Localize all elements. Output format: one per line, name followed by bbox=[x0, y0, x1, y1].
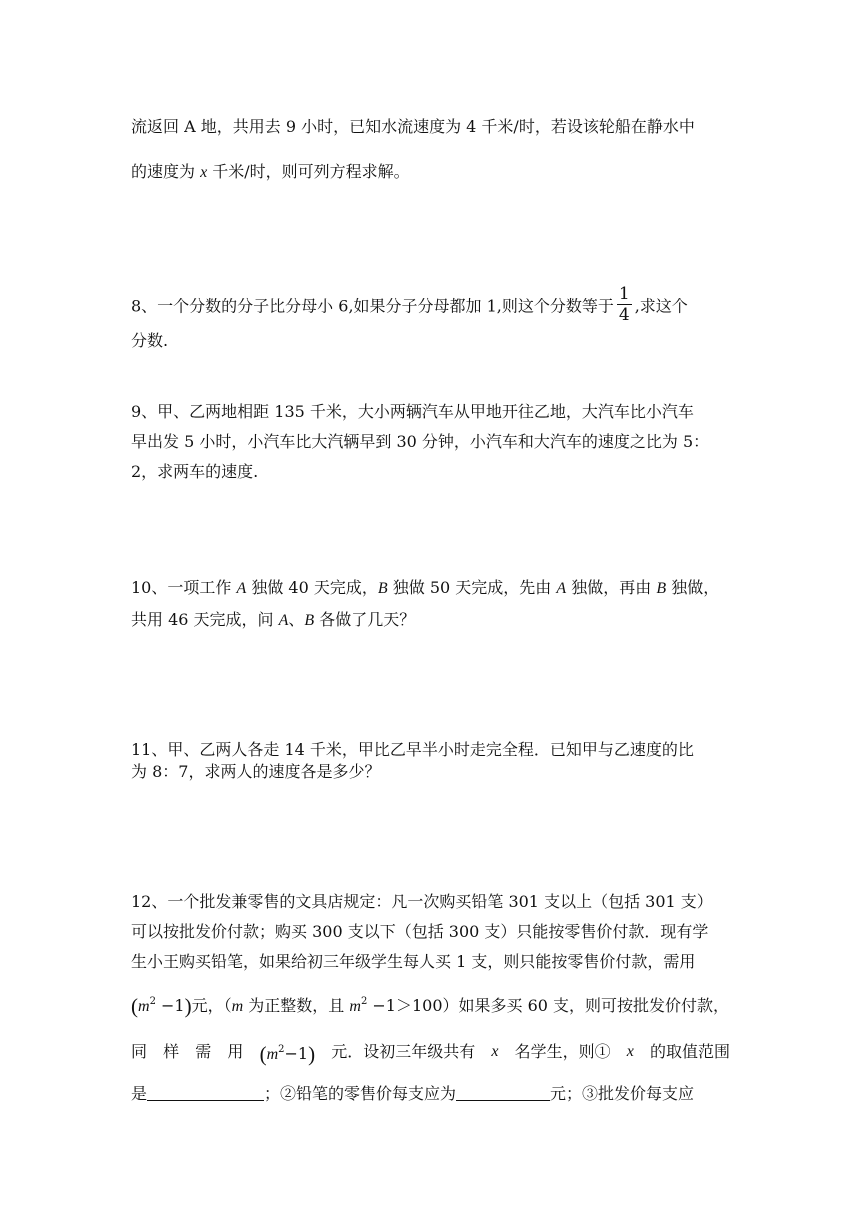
problem-10-text-2a: 共用 46 天完成，问 bbox=[131, 610, 279, 629]
problem-12-text-6b: ；②铅笔的零售价每支应为 bbox=[264, 1084, 457, 1103]
minus-one: −1 bbox=[155, 996, 185, 1015]
problem-9-text-1: 9、甲、乙两地相距 135 千米，大小两辆汽车从甲地开往乙地，大汽车比小汽车 bbox=[131, 402, 694, 421]
problem-12-line-1 bbox=[131, 894, 730, 910]
math-expression-m2-1 bbox=[260, 1044, 316, 1065]
math-expression-m2-1 bbox=[131, 994, 192, 1018]
variable-B: B bbox=[656, 580, 667, 597]
problem-9-text-2: 早出发 5 小时，小汽车比大汽辆早到 30 分钟，小汽车和大汽车的速度之比为 5： bbox=[131, 432, 710, 451]
answer-blank-range[interactable] bbox=[147, 1085, 264, 1101]
problem-8-line-1 bbox=[131, 284, 730, 326]
problem-7-line-2 bbox=[131, 164, 730, 181]
problem-12-text-5b: 元．设初三年级共有 bbox=[331, 1042, 476, 1061]
problem-10-text-2b: 、 bbox=[288, 610, 305, 629]
minus-one: −1 bbox=[284, 1044, 309, 1063]
fraction-numerator: 1 bbox=[618, 284, 630, 304]
problem-12-text-5c: 名学生，则① bbox=[514, 1042, 611, 1061]
variable-m: m bbox=[349, 998, 361, 1015]
problem-9-line-2 bbox=[131, 434, 730, 450]
word-xu: 需 bbox=[195, 1042, 212, 1061]
problem-12-line-4 bbox=[131, 996, 730, 1017]
variable-A: A bbox=[236, 580, 247, 597]
variable-B: B bbox=[377, 580, 388, 597]
variable-m: m bbox=[138, 998, 150, 1015]
problem-8-text-1b: ,求这个 bbox=[634, 296, 688, 316]
paren-open: ( bbox=[259, 1042, 267, 1066]
problem-11-line-1 bbox=[131, 742, 730, 758]
variable-x: x bbox=[200, 164, 208, 181]
problem-10-text-1a: 10、一项工作 bbox=[131, 578, 237, 597]
problem-11-line-2 bbox=[131, 764, 730, 780]
word-yong: 用 bbox=[227, 1042, 244, 1061]
variable-x: x bbox=[626, 1043, 634, 1060]
problem-12-text-6a: 是 bbox=[131, 1084, 148, 1103]
problem-10-line-1 bbox=[131, 580, 730, 597]
problem-10-text-2c: 各做了几天？ bbox=[314, 610, 416, 629]
problem-12-text-4c: −1＞100）如果多买 60 支，则可按批发价付款， bbox=[367, 996, 730, 1015]
paren-close: ) bbox=[184, 994, 192, 1018]
problem-9-line-1 bbox=[131, 404, 730, 420]
variable-x: x bbox=[491, 1043, 499, 1060]
word-yang: 样 bbox=[163, 1042, 180, 1061]
problem-7-line-1 bbox=[131, 119, 730, 135]
problem-12-text-6c: 元；③批发价每支应 bbox=[550, 1084, 695, 1103]
exponent: 2 bbox=[149, 996, 156, 1007]
variable-A: A bbox=[278, 612, 289, 629]
problem-10-line-2 bbox=[131, 612, 730, 629]
paren-open: ( bbox=[131, 994, 138, 1018]
fraction-one-quarter bbox=[617, 286, 632, 324]
problem-9-line-3 bbox=[131, 464, 730, 480]
problem-8-text-2: 分数. bbox=[131, 331, 169, 350]
problem-7-text-1: 流返回 A 地，共用去 9 小时，已知水流速度为 4 千米/时，若设该轮船在静水中 bbox=[131, 117, 695, 136]
problem-12-text-4a: 元，（ bbox=[191, 996, 232, 1015]
problem-12-line-6 bbox=[131, 1085, 730, 1102]
variable-m: m bbox=[266, 1046, 279, 1063]
problem-7-text-2a: 的速度为 bbox=[131, 162, 201, 181]
exponent: 2 bbox=[278, 1044, 285, 1055]
answer-blank-retail-price[interactable] bbox=[456, 1085, 550, 1101]
problem-11-text-2: 为 8：7，求两人的速度各是多少？ bbox=[131, 762, 381, 781]
paren-close: ) bbox=[308, 1042, 316, 1066]
problem-10-text-1d: 独做，再由 bbox=[566, 578, 657, 597]
problem-12-text-3: 生小王购买铅笔，如果给初三年级学生每人买 1 支，则只能按零售价付款，需用 bbox=[131, 952, 696, 971]
problem-10-text-1e: 独做， bbox=[666, 578, 720, 597]
problem-11-text-1: 11、甲、乙两人各走 14 千米，甲比乙早半小时走完全程．已知甲与乙速度的比 bbox=[131, 740, 694, 759]
problem-10-text-1c: 独做 50 天完成，先由 bbox=[387, 578, 557, 597]
problem-12-text-5d: 的取值范围 bbox=[649, 1042, 730, 1061]
problem-12-line-5 bbox=[131, 1044, 730, 1065]
problem-12-line-2 bbox=[131, 924, 730, 940]
problem-8-text-1a: 8、一个分数的分子比分母小 6,如果分子分母都加 1,则这个分数等于 bbox=[131, 296, 614, 316]
fraction-denominator: 4 bbox=[618, 305, 630, 325]
problem-12-line-3 bbox=[131, 954, 730, 970]
problem-9-text-3: 2，求两车的速度. bbox=[131, 462, 259, 481]
problem-12-text-1: 12、一个批发兼零售的文具店规定：凡一次购买铅笔 301 支以上（包括 301 支） bbox=[131, 892, 713, 911]
variable-m: m bbox=[231, 998, 244, 1015]
problem-10-text-1b: 独做 40 天完成， bbox=[246, 578, 378, 597]
problem-12-text-4b: 为正整数，且 bbox=[243, 996, 350, 1015]
variable-B: B bbox=[304, 612, 315, 629]
variable-A: A bbox=[556, 580, 567, 597]
exponent: 2 bbox=[360, 996, 368, 1007]
problem-8-line-2 bbox=[131, 333, 730, 349]
problem-12-text-2: 可以按批发价付款；购买 300 支以下（包括 300 支）只能按零售价付款．现有学 bbox=[131, 922, 709, 941]
word-tong: 同 bbox=[131, 1042, 148, 1061]
problem-7-text-2b: 千米/时，则可列方程求解。 bbox=[207, 162, 410, 181]
